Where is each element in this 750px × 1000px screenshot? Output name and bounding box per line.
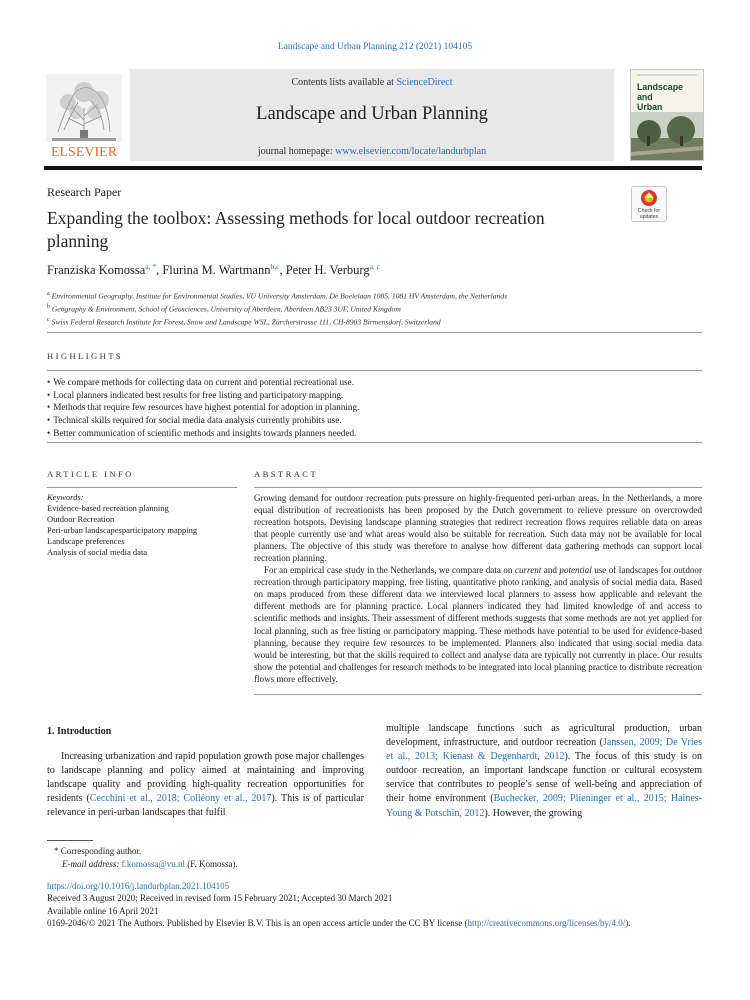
journal-title: Landscape and Urban Planning: [256, 104, 488, 124]
affiliation-item: [47, 315, 707, 328]
intro-column-left: [47, 750, 364, 820]
header-rule: [44, 166, 702, 170]
affiliation-item: [47, 302, 707, 315]
abstract-emphasis: current: [514, 565, 542, 576]
keyword-item[interactable]: Analysis of social media data: [47, 547, 148, 557]
body-text: ). This is of particular relevance in peri-urban landscapes that fulfil: [47, 793, 364, 819]
license-line: [47, 917, 631, 930]
author-affiliation-marker[interactable]: a, c: [369, 262, 381, 271]
highlights-label: HIGHLIGHTS: [47, 351, 124, 361]
citation-link[interactable]: Janssen, 2009; De Vries et al., 2013; Kienast & Degenhardt, 2012: [386, 737, 702, 763]
keyword-item[interactable]: Outdoor Recreation: [47, 514, 115, 524]
highlight-item: • Technical skills required for social media data analysis currently prohibits use.: [47, 414, 687, 427]
article-info-label: ARTICLE INFO: [47, 469, 134, 479]
section-heading-introduction: 1. Introduction: [47, 726, 112, 737]
author-separator: ,: [156, 263, 163, 278]
highlight-item: • Better communication of scientific methods and insights towards planners needed.: [47, 427, 687, 440]
sciencedirect-link[interactable]: ScienceDirect: [396, 77, 453, 88]
abstract-text: use of landscapes for outdoor recreation through participatory mapping, free listing, quantitative photo ranking, and analysis of social media data. Based on maps produced from these different data we interviewed local planners to assess how applicable and relevant the different methods are for planning practice. Local planners indicated they had limited knowledge of and access to scientific methods and insights. Their assessment of different methods suggests that some methods are not yet applied for local planning, such as free listing or participatory mapping. These methods have potential to be used for evidence-based planning, because they require few resources to be implemented. Planners also indicated that using social media data would be interesting, but that the skills required to collect and analyse data are typically not currently in place. Our results show the potential and challenges for research methods to be integrated into local planning practice to distribute recreation flows more effectively.: [254, 565, 702, 684]
abstract-label: ABSTRACT: [254, 469, 319, 479]
affiliation-item: [47, 289, 707, 302]
keywords-block: [47, 492, 237, 558]
affiliation-letter: c: [47, 317, 50, 324]
author-affiliation-marker[interactable]: a, *: [145, 262, 157, 271]
keyword-item[interactable]: Peri-urban landscapesparticipatory mapping: [47, 525, 198, 535]
affiliations: [47, 289, 707, 328]
check-updates-icon: [631, 186, 667, 222]
homepage-prefix: journal homepage:: [257, 146, 336, 157]
license-text: 0169-2046/© 2021 The Authors. Published by Elsevier B.V. This is an open access article under the CC BY license (: [47, 918, 468, 928]
affiliation-letter: a: [47, 291, 50, 297]
cover-title-line-1: Landscape and: [637, 82, 683, 102]
abstract-text: For an empirical case study in the Netherlands, we compare data on: [264, 565, 515, 576]
citation-link[interactable]: Cecchini et al., 2018; Colléony et al., 2017: [89, 793, 272, 805]
elsevier-wordmark: ELSEVIER: [50, 145, 118, 160]
author-separator: ,: [279, 263, 286, 278]
cover-photo-image: [631, 112, 703, 160]
affiliation-text: Swiss Federal Research Institute for Forest, Snow and Landscape WSL, Zürcherstrasse 111, CH-8903 Birmensdorf, Switzerland: [51, 317, 441, 327]
highlight-item: • Methods that require few resources have highest potential for adoption in planning.: [47, 401, 687, 414]
body-text: ). However, the growing: [484, 807, 583, 819]
body-text: ). The focus of this study is on outdoor recreation, an important landscape function or cultural ecosystem service that contributes to people’s sense of well-being and appreciation of their home environment (: [386, 751, 702, 805]
license-text: ).: [625, 918, 631, 928]
email-label: E-mail address:: [62, 858, 122, 869]
keyword-item[interactable]: Evidence-based recreation planning: [47, 503, 169, 513]
elsevier-logo: [44, 72, 124, 160]
keywords-label: Keywords:: [47, 492, 84, 502]
received-dates: Received 3 August 2020; Received in revised form 15 February 2021; Accepted 30 March 2021: [47, 893, 393, 903]
online-date: Available online 16 April 2021: [47, 905, 159, 916]
highlight-item: • We compare methods for collecting data on current and potential recreational use.: [47, 376, 687, 389]
email-line: [54, 858, 238, 871]
email-link[interactable]: f.komossa@vu.nl: [121, 858, 185, 869]
abstract-text: and: [541, 565, 560, 576]
intro-column-right: [386, 722, 702, 821]
email-suffix: (F. Komossa).: [184, 858, 238, 869]
homepage-link[interactable]: www.elsevier.com/locate/landurbplan: [335, 146, 487, 157]
affiliation-letter: b: [47, 304, 50, 311]
cover-strip: [637, 74, 697, 76]
journal-homepage: [130, 146, 614, 157]
author-name[interactable]: Franziska Komossa: [47, 263, 146, 278]
divider: [254, 694, 702, 695]
contents-line: [130, 77, 614, 88]
affiliation-text: Environmental Geography, Institute for Environmental Studies, VU University Amsterdam, De Boelelaan 1085, 1081 HV Amsterdam, the Netherlands: [51, 291, 508, 301]
journal-reference-link[interactable]: Landscape and Urban Planning 212 (2021) 104105: [277, 42, 473, 52]
author-name[interactable]: Flurina M. Wartmann: [162, 263, 271, 278]
check-updates-line-1: Check for: [637, 208, 661, 214]
journal-cover-thumbnail[interactable]: [630, 69, 704, 161]
author-affiliation-marker[interactable]: b,c: [270, 262, 280, 271]
check-for-updates-badge[interactable]: [631, 186, 667, 222]
divider: [254, 487, 702, 488]
abstract-paragraph: [254, 564, 702, 684]
keyword-item[interactable]: Landscape preferences: [47, 536, 125, 546]
footnote-rule: [47, 840, 93, 841]
abstract-body: [254, 492, 702, 685]
tree-logo-icon: [44, 72, 124, 160]
highlight-item: • Local planners indicated best results for free listing and participatory mapping.: [47, 389, 687, 402]
citation-link[interactable]: Buchecker, 2009; Plieninger et al., 2015; Haines-Young & Potschin, 2012: [386, 793, 702, 819]
divider: [47, 442, 702, 443]
check-updates-line-2: updates: [639, 214, 659, 220]
license-link[interactable]: http://creativecommons.org/licenses/by/4.0/: [467, 918, 626, 928]
body-text: multiple landscape functions such as agricultural production, urban development, infrastructure, and outdoor recreation (: [386, 723, 702, 749]
paper-type: Research Paper: [47, 185, 122, 199]
author-list: [47, 262, 380, 278]
divider: [47, 487, 237, 488]
doi-link[interactable]: https://doi.org/10.1016/j.landurbplan.2021.104105: [47, 881, 230, 891]
divider: [47, 370, 702, 371]
author-name[interactable]: Peter H. Verburg: [285, 263, 370, 278]
corresponding-author-note: * Corresponding author.: [54, 846, 142, 856]
abstract-paragraph: Growing demand for outdoor recreation puts pressure on highly-frequented peri-urban areas. In the Netherlands, a more equal distribution of recreationists has been proposed by the Dutch government to relieve pressure on overcrowded recreation hotspots. Devising landscape planning strategies that redirect recreation flows requires reliable data on areas that people currently use and what areas would also be suitable for recreation. Such data may not be available for local planners. The objective of this study was therefore to analyse how different data gathering methods can support local recreation planning.: [254, 493, 702, 564]
divider: [47, 332, 702, 333]
affiliation-text: Geography & Environment, School of Geosciences, University of Aberdeen, Aberdeen AB23 3UF, United Kingdom: [51, 304, 401, 314]
article-history: [47, 892, 631, 930]
cover-title-line-2: Urban: [637, 102, 663, 112]
body-text: Increasing urbanization and rapid population growth pose major challenges to landscape planning and policy aimed at maintaining and improving landscape quality and providing high-quality recreation opportunities for residents (: [47, 751, 364, 805]
abstract-emphasis: potential: [559, 565, 592, 576]
contents-prefix: Contents lists available at: [291, 77, 397, 88]
highlights-list: [47, 376, 687, 440]
paper-title: Expanding the toolbox: Assessing methods for local outdoor recreation planning: [47, 208, 545, 251]
footnote: [54, 845, 238, 870]
